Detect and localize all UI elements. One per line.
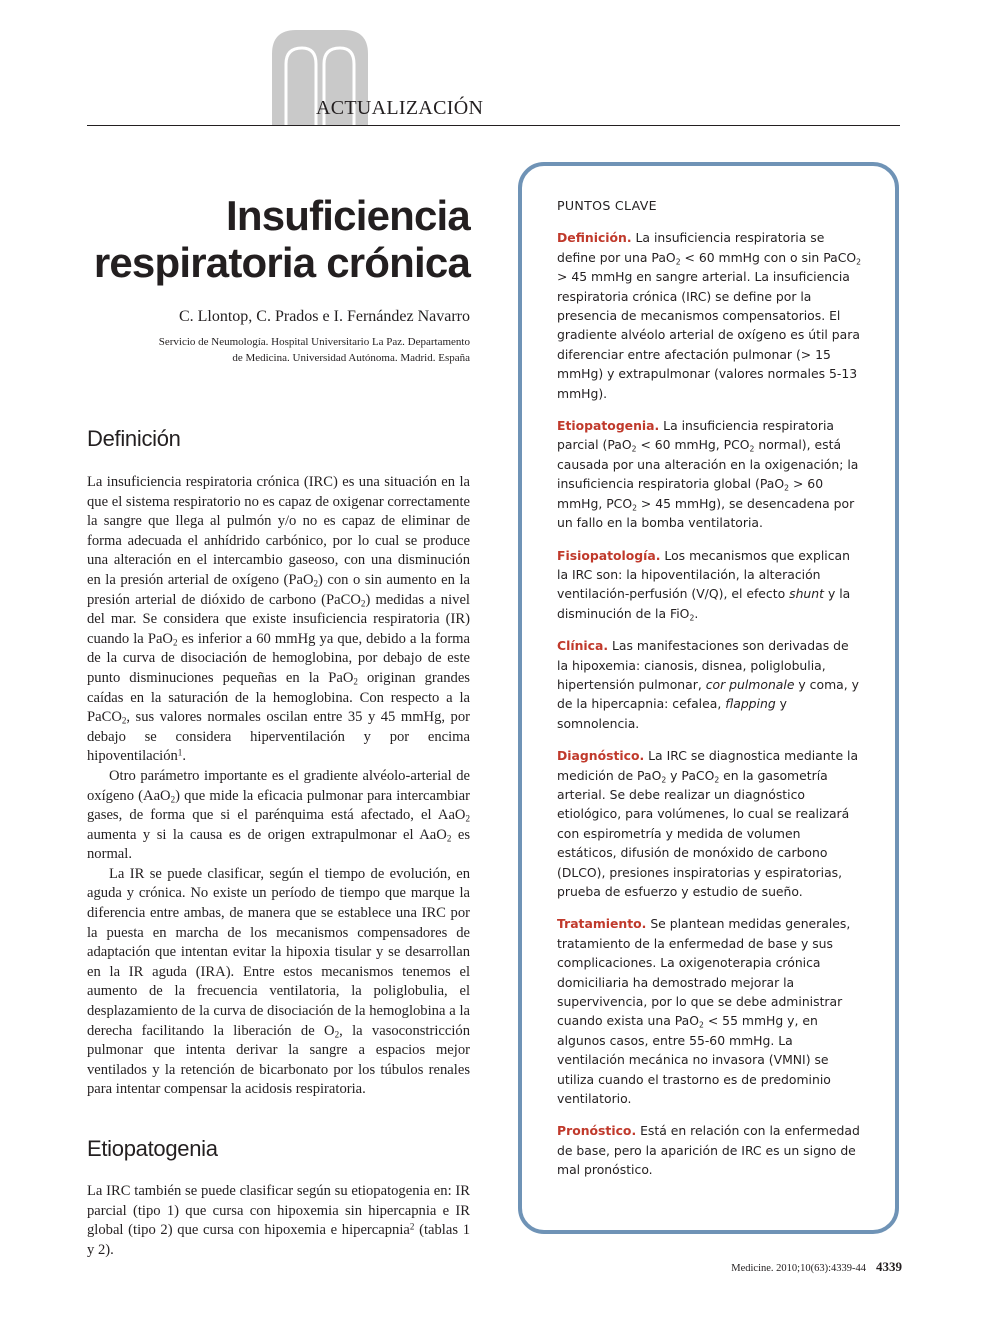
- section-label: ACTUALIZACIÓN: [316, 97, 484, 119]
- title-line-1: Insuficiencia: [225, 192, 470, 239]
- definicion-paragraph-2: Otro parámetro importante es el gradiente alvéolo-arterial de oxígeno (AaO$_2$) que mide la eficacia pulmonar para intercambiar gases, de forma que si el parénquima está afectado, el AaO$_2$ aumenta y si la causa es de origen extrapulmonar el AaO$_2$ es normal.: [87, 767, 470, 863]
- key-point-heading: Diagnóstico.: [557, 748, 645, 764]
- etiopatogenia-body: [87, 1182, 470, 1260]
- key-point-item: [557, 416, 863, 532]
- definicion-paragraph-3: La IR se puede clasificar, según el tiempo de evolución, en aguda y crónica. No existe un período de tiempo que marque la diferencia entre ambas, de manera que se establece una IRC por la puesta en marcha de los mecanismos compensadores de adaptación que intentan evitar la hipoxia tisular y se desarrollan en la IR aguda (IRA). Entre estos mecanismos tenemos el aumento de la frecuencia ventilatoria, la poliglobulia, el desplazamiento de la curva de disociación de la hemoglobina a la derecha facilitando la liberación de $O_2$, la vasoconstricción pulmonar que intenta derivar la sangre a espacios mejor ventilados y la retención de bicarbonato por los túbulos renales para intentar compensar la acidosis respiratoria.: [87, 865, 470, 1098]
- key-point-item: [557, 1121, 863, 1179]
- heading-etiopatogenia: Etiopatogenia: [87, 1136, 218, 1161]
- heading-definicion: Definición: [87, 426, 181, 451]
- affiliation: [87, 334, 470, 366]
- key-point-text: Los mecanismos que explican la IRC son: la hipoventilación, la alteración ventilación-perfusión (V/Q), el efecto shunt y la disminución de la FiO$_2$.: [557, 547, 851, 623]
- key-point-text: Se plantean medidas generales, tratamiento de la enfermedad de base y sus complicaciones. La oxigenoterapia crónica domiciliaria ha demostrado mejorar la supervivencia, por lo que se debe administrar cuando exista una PaO$_2$ < 55 mmHg y, en algunos casos, entre 55-60 mmHg. La ventilación mecánica no invasora (VMNI) se utiliza cuando el trastorno es de predominio ventilatorio.: [557, 916, 851, 1107]
- key-point-item: [557, 228, 863, 403]
- journal-citation: Medicine. 2010;10(63):4339-44: [731, 1263, 866, 1274]
- article-title: [87, 192, 470, 286]
- key-point-item: [557, 546, 863, 624]
- key-point-heading: Tratamiento.: [557, 916, 647, 932]
- page-number: 4339: [876, 1259, 902, 1274]
- key-points-list: [557, 228, 863, 1179]
- key-point-text: La insuficiencia respiratoria se define por una PaO$_2$ < 60 mmHg con o sin PaCO$_2$ > 45 mmHg en sangre arterial. La insuficiencia respiratoria crónica (IRC) se define por la presencia de mecanismos compensatorios. El gradiente alvéolo arterial de oxígeno es útil para diferenciar entre afectación pulmonar (> 15 mmHg) y extrapulmonar (valores normales 5-13 mmHg).: [557, 230, 862, 401]
- page-footer: [600, 1258, 902, 1276]
- key-point-heading: Fisiopatología.: [557, 547, 661, 563]
- key-points-content: [557, 196, 863, 1193]
- key-points-title: PUNTOS CLAVE: [557, 198, 657, 213]
- key-point-item: [557, 914, 863, 1108]
- key-point-heading: Pronóstico.: [557, 1123, 637, 1139]
- key-point-text: Las manifestaciones son derivadas de la hipoxemia: cianosis, disnea, poliglobulia, hipertensión pulmonar, cor pulmonale y coma, y de la hipercapnia: cefalea, flapping y somnolencia.: [557, 638, 859, 731]
- definicion-body: [87, 473, 470, 1100]
- key-point-heading: Etiopatogenia.: [557, 418, 660, 434]
- key-point-heading: Definición.: [557, 230, 632, 246]
- key-point-item: [557, 746, 863, 901]
- key-point-item: [557, 636, 863, 733]
- affiliation-line-2: de Medicina. Universidad Autónoma. Madrid. España: [232, 352, 470, 364]
- definicion-paragraph-1: La insuficiencia respiratoria crónica (IRC) es una situación en la que el sistema respiratorio no es capaz de oxigenar correctamente la sangre que llega al pulmón y/o no es capaz de eliminar de forma adecuada el anhídrido carbónico, por lo cual se produce una alteración en el intercambio gaseoso, con una disminución en la presión arterial de oxígeno (PaO$_2$) con o sin aumento en la presión arterial de dióxido de carbono (PaCO$_2$) medidas a nivel del mar. Se considera que existe insuficiencia respiratoria (IR) cuando la PaO$_2$ es inferior a 60 mmHg ya que, debido a la forma de la curva de disociación de hemoglobina, por debajo de este punto disminuciones pequeñas en la PaO$_2$ originan grandes caídas en la saturación de la hemoglobina. Con respecto a la PaCO$_2$, sus valores normales oscilan entre 35 y 45 mmHg, por debajo se considera hiperventilación y por encima hipoventilación$^1$.: [87, 474, 471, 765]
- key-point-text: Está en relación con la enfermedad de base, pero la aparición de IRC es un signo de mal pronóstico.: [557, 1123, 860, 1178]
- affiliation-line-1: Servicio de Neumología. Hospital Universitario La Paz. Departamento: [158, 336, 470, 348]
- key-point-text: La IRC se diagnostica mediante la medición de PaO$_2$ y PaCO$_2$ en la gasometría arterial. Se debe realizar un diagnóstico etiológico, para volúmenes, lo cual se realizará con espirometría y medida de volumen estáticos, difusión de monóxido de carbono (DLCO), presiones inspiratorias y espiratorias, prueba de esfuerzo y estudio de sueño.: [557, 748, 859, 899]
- etiopatogenia-paragraph-1: La IRC también se puede clasificar según su etiopatogenia en: IR parcial (tipo 1) que cursa con hipoxemia sin hipercapnia e IR global (tipo 2) que cursa con hipoxemia e hipercapnia$^2$ (tablas 1 y 2).: [87, 1183, 471, 1258]
- key-point-text: La insuficiencia respiratoria parcial (PaO$_2$ < 60 mmHg, $PCO_2$ normal), está causada por una alteración en la oxigenación; la insuficiencia respiratoria global (PaO$_2$ > 60 mmHg, $PCO_2 > 45$ mmHg), se desencadena por un fallo en la bomba ventilatoria.: [557, 418, 859, 531]
- authors: C. Llontop, C. Prados e I. Fernández Navarro: [178, 308, 470, 325]
- key-point-heading: Clínica.: [557, 638, 609, 654]
- title-line-2: respiratoria crónica: [93, 239, 470, 286]
- header-rule: [87, 125, 900, 126]
